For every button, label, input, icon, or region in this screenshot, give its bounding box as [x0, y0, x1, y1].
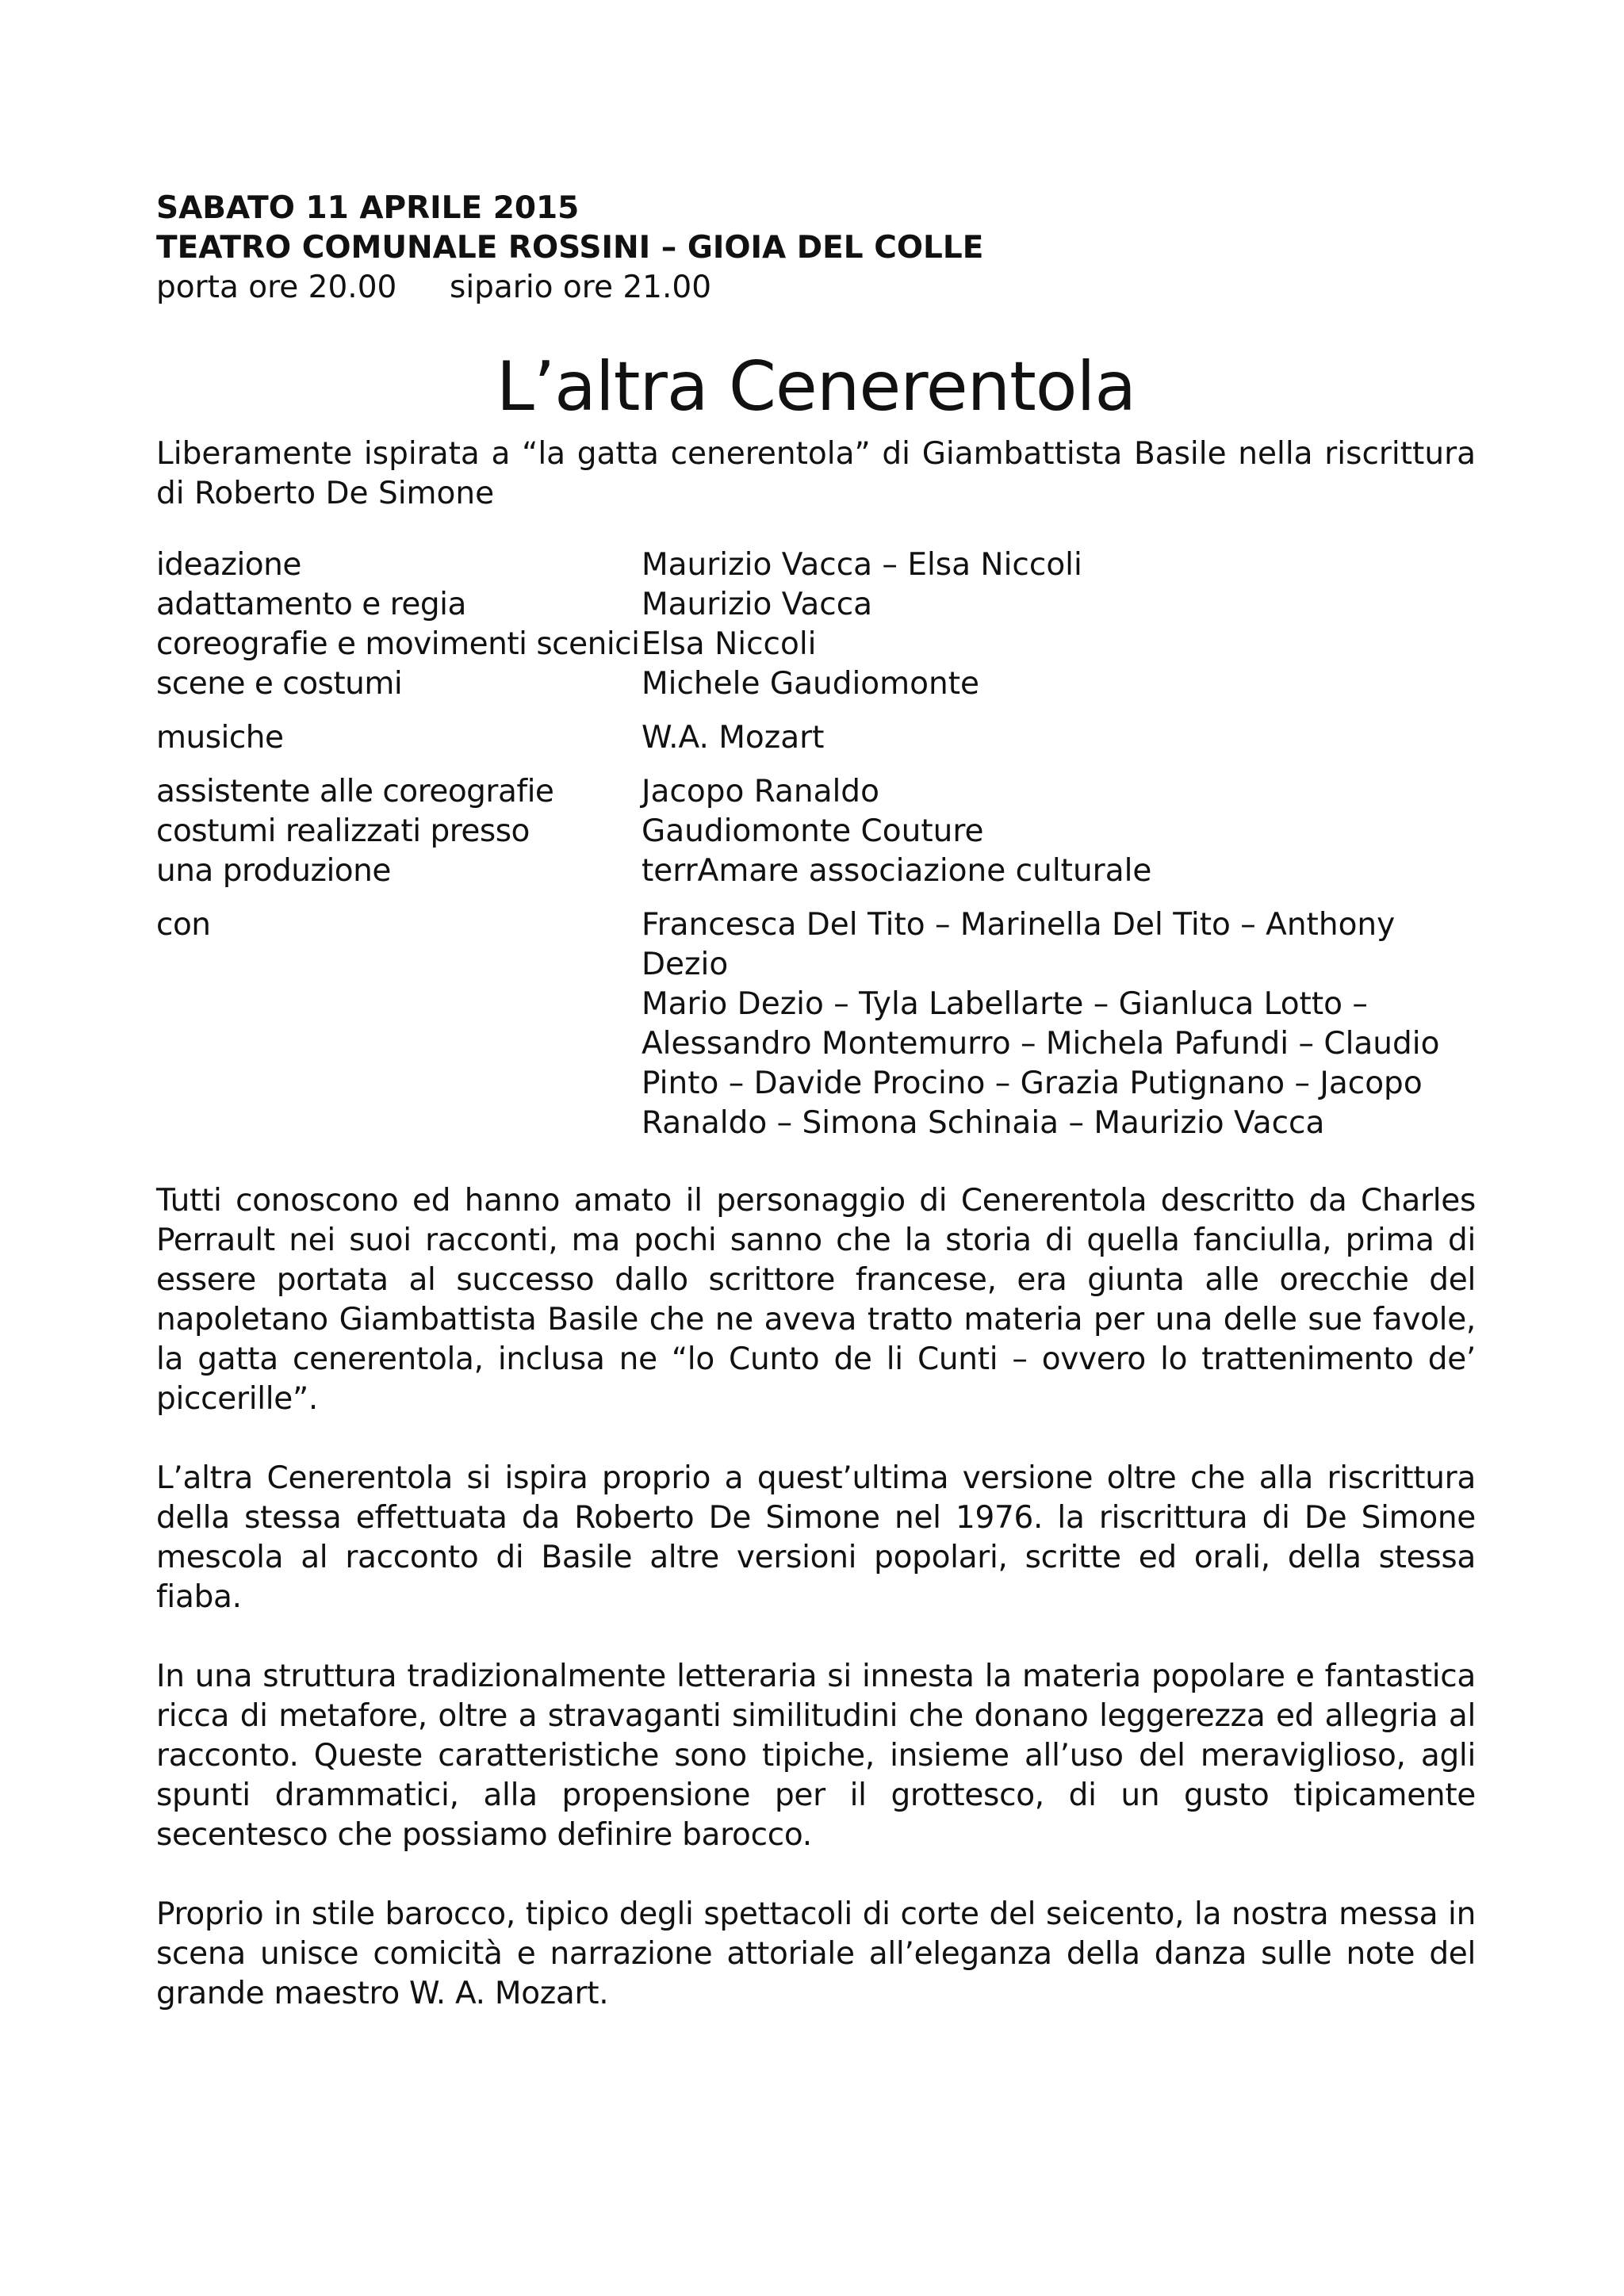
credit-value: Michele Gaudiomonte [642, 666, 980, 702]
paragraph: Tutti conoscono ed hanno amato il personaggio di Cenerentola descritto da Charles Perrault nei suoi racconti, ma pochi sanno che la storia di quella fanciulla, prima di essere portata al successo dallo scrittore francese, era giunta alle orecchie del napoletano Giambattista Basile che ne aveva tratto materia per una delle sue favole, la gatta cenerentola, inclusa ne “lo Cunto de li Cunti – ovvero lo trattenimento de’ piccerille”. [156, 1183, 1476, 1417]
credit-group [156, 905, 1476, 1143]
cast-list: Francesca Del Tito – Marinella Del Tito – Anthony Dezio Mario Dezio – Tyla Labellarte – Gianluca Lotto – Alessandro Montemurro – Michela Pafundi – Claudio Pinto – Davide Procino – Grazia Putignano – Jacopo Ranaldo – Simona Schinaia – Maurizio Vacca [642, 907, 1440, 1141]
credit-value: Jacopo Ranaldo [642, 774, 879, 809]
credit-role: adattamento e regia [156, 587, 466, 622]
credit-role: coreografie e movimenti scenici [156, 626, 640, 662]
credit-role: con [156, 907, 211, 943]
credit-role: musiche [156, 720, 284, 756]
credit-row [156, 812, 1476, 851]
paragraph: L’altra Cenerentola si ispira proprio a quest’ultima versione oltre che alla riscrittura della stessa effettuata da Roberto De Simone nel 1976. la riscrittura di De Simone mescola al racconto di Basile altre versioni popolari, scritte ed orali, della stessa fiaba. [156, 1460, 1476, 1615]
credits-list [156, 545, 1476, 1143]
credit-value: Maurizio Vacca – Elsa Niccoli [642, 547, 1082, 583]
credit-group [156, 772, 1476, 891]
event-date: SABATO 11 APRILE 2015 [156, 190, 580, 226]
show-subtitle: Liberamente ispirata a “la gatta cenerentola” di Giambattista Basile nella riscrittura di Roberto De Simone [156, 436, 1476, 511]
credit-value: Elsa Niccoli [642, 626, 817, 662]
credit-value: Maurizio Vacca [642, 587, 873, 622]
credit-group [156, 545, 1476, 704]
event-times [156, 268, 1476, 308]
doors-time: porta ore 20.00 [156, 270, 397, 305]
credit-role: assistente alle coreografie [156, 774, 554, 809]
document-body [156, 189, 1476, 2053]
credit-row [156, 585, 1476, 625]
credit-role: scene e costumi [156, 666, 403, 702]
credit-row [156, 718, 1476, 758]
credit-value: Gaudiomonte Couture [642, 813, 984, 849]
credit-group [156, 718, 1476, 758]
curtain-time: sipario ore 21.00 [450, 270, 712, 305]
credit-row [156, 545, 1476, 585]
credit-row [156, 625, 1476, 664]
paragraph: In una struttura tradizionalmente letteraria si innesta la materia popolare e fantastica ricca di metafore, oltre a stravaganti similitudini che donano leggerezza ed allegria al racconto. Queste caratteristiche sono tipiche, insieme all’uso del meraviglioso, agli spunti drammatici, alla propensione per il grottesco, di un gusto tipicamente secentesco che possiamo definire barocco. [156, 1659, 1476, 1853]
credit-row [156, 905, 1476, 1143]
credit-value: terrAmare associazione culturale [642, 853, 1152, 889]
credit-value: W.A. Mozart [642, 720, 825, 756]
event-venue: TEATRO COMUNALE ROSSINI – GIOIA DEL COLLE [156, 230, 984, 266]
credit-row [156, 851, 1476, 891]
credit-role: costumi realizzati presso [156, 813, 530, 849]
credit-row [156, 664, 1476, 704]
show-title: L’altra Cenerentola [496, 347, 1136, 427]
credit-role: ideazione [156, 547, 301, 583]
credit-row [156, 772, 1476, 812]
paragraph: Proprio in stile barocco, tipico degli spettacoli di corte del seicento, la nostra messa in scena unisce comicità e narrazione attoriale all’eleganza della danza sulle note del grande maestro W. A. Mozart. [156, 1896, 1476, 2011]
description [156, 1181, 1476, 2014]
event-header [156, 189, 1476, 308]
credit-role: una produzione [156, 853, 391, 889]
